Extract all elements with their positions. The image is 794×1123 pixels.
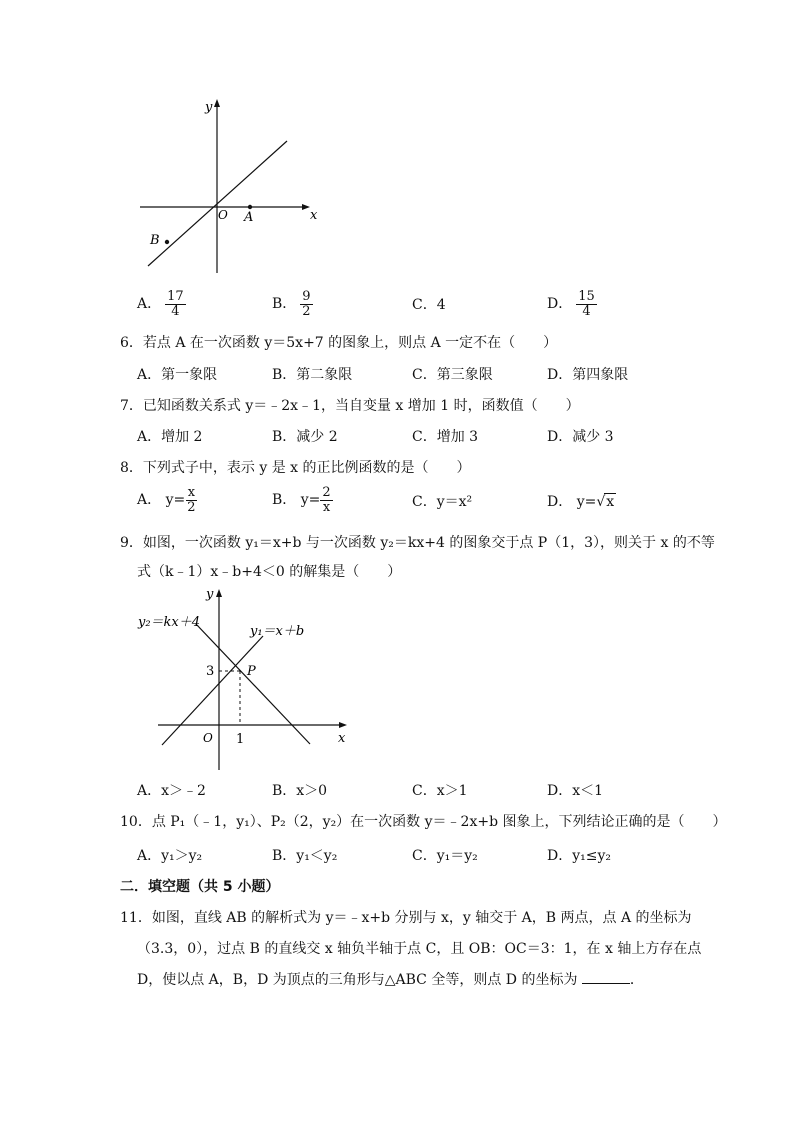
q9-option-d: D．x＜1 [547,783,604,799]
q5-point-a [248,205,252,209]
q7-stem: 7．已知函数关系式 y＝﹣2x﹣1，当自变量 x 增加 1 时，函数值（ ） [120,398,580,414]
q5-origin-label: O [218,208,228,222]
q10-option-a: A．y₁＞y₂ [137,848,203,864]
q9-x-label: x [338,731,346,746]
q11-stem-line3: D，使以点 A，B，D 为顶点的三角形与△ABC 全等，则点 D 的坐标为 ． [137,972,644,988]
q9-tick-x: 1 [236,732,245,747]
q5-point-a-label: A [244,210,254,225]
q7-option-d: D．减少 3 [547,429,614,445]
q7-option-a: A．增加 2 [137,429,203,445]
q8-stem: 8．下列式子中，表示 y 是 x 的正比例函数的是（ ） [120,460,471,476]
q5-x-label: x [310,208,318,223]
q6-option-a: A．第一象限 [137,367,218,383]
q9-point-p-label: P [247,664,256,679]
q9-label-y2: y₂＝kx＋4 [138,615,201,630]
q7-option-b: B．减少 2 [272,429,338,445]
q9-x-arrow [339,722,347,728]
q9-y-arrow [216,589,222,597]
q5-point-b-label: B [150,233,160,248]
q9-option-b: B．x＞0 [272,783,328,799]
q9-option-c: C．x＞1 [412,783,468,799]
q8-option-b: B． y= $\frac{2}{x}$ [272,485,331,515]
q9-line-y1 [162,636,263,745]
q9-option-a: A．x＞﹣2 [137,783,206,799]
q5-y-label: y [205,100,213,115]
q10-option-d: D．y₁≤y₂ [547,848,611,864]
q6-option-c: C．第三象限 [412,367,493,383]
q9-y-label: y [206,587,214,602]
q11-stem-line2: （3.3，0），过点 B 的直线交 x 轴负半轴于点 C，且 OB：OC＝3：1，在 x 轴上方存在点 [137,941,702,957]
q9-stem-line2: 式（k﹣1）x﹣b+4＜0 的解集是（ ） [137,564,402,580]
q9-figure [130,580,360,775]
q9-tick-y: 3 [206,664,215,679]
q10-option-c: C．y₁＝y₂ [412,848,478,864]
q5-y-arrow [214,99,220,107]
q8-option-a: A． y= $\frac{x}{2}$ [137,485,196,515]
q11-stem-line1: 11．如图，直线 AB 的解析式为 y＝﹣x+b 分别与 x，y 轴交于 A，B 两点，点 A 的坐标为 [120,910,692,926]
q6-stem: 6．若点 A 在一次函数 y＝5x+7 的图象上，则点 A 一定不在（ ） [120,335,558,351]
q9-origin-label: O [203,731,213,745]
q5-x-arrow [302,204,310,210]
q10-option-b: B．y₁＜y₂ [272,848,338,864]
section-title: 二．填空题（共 5 小题） [120,879,280,895]
q6-option-b: B．第二象限 [272,367,353,383]
q5-option-b: B． $\frac{9}{2}$ [272,289,311,319]
q5-point-b [165,240,169,244]
q8-option-d: D． y=√x [547,494,615,510]
q5-option-a: A． $\frac{17}{4}$ [137,289,184,319]
q8-option-c: C．y＝x² [412,494,473,510]
answer-blank[interactable] [582,971,630,984]
q5-option-d: D． $\frac{15}{4}$ [547,289,595,319]
q9-label-y1: y₁＝x＋b [250,624,305,639]
q5-option-c: C．4 [412,297,446,313]
q5-figure [130,95,330,280]
q9-line-y2 [196,624,310,744]
q10-stem: 10．点 P₁（﹣1，y₁）、P₂（2，y₂）在一次函数 y＝﹣2x+b 图象上，下列结论正确的是（ ） [120,814,727,830]
q7-option-c: C．增加 3 [412,429,479,445]
q9-stem-line1: 9．如图，一次函数 y₁＝x+b 与一次函数 y₂＝kx+4 的图象交于点 P（1，3），则关于 x 的不等 [120,535,715,551]
q6-option-d: D．第四象限 [547,367,629,383]
